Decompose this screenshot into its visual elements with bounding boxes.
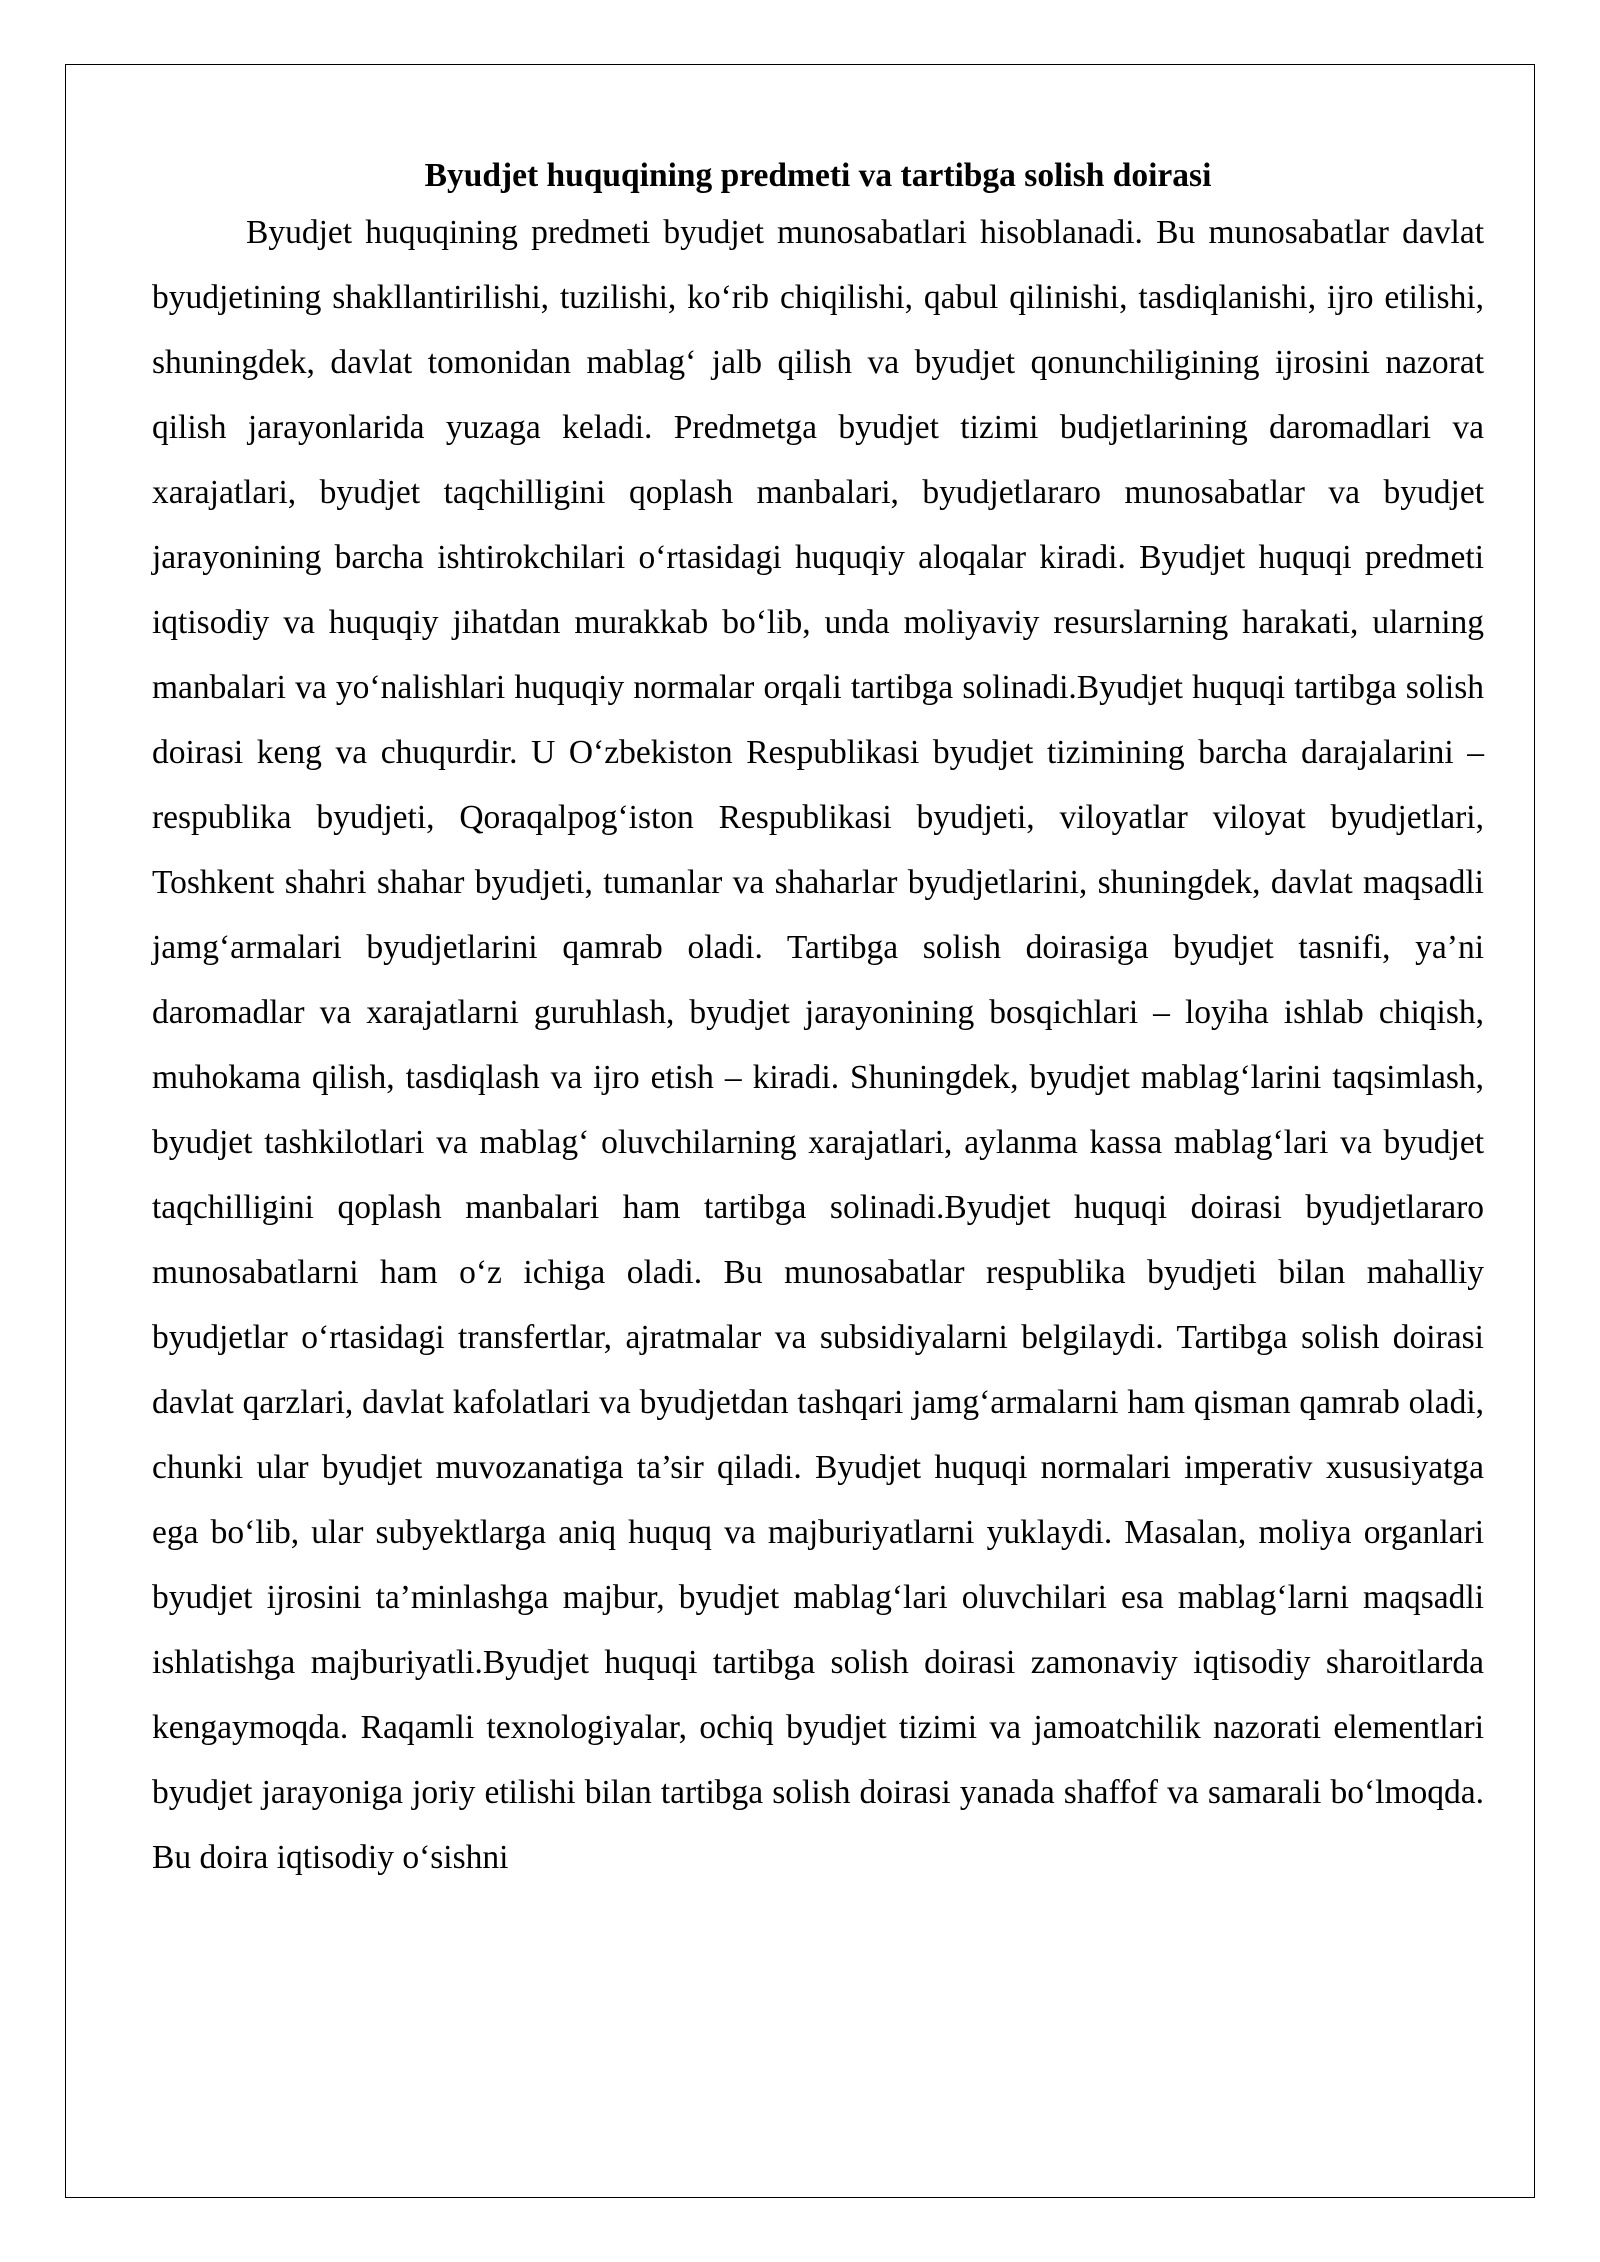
document-body-paragraph: Byudjet huquqining predmeti byudjet munosabatlari hisoblanadi. Bu munosabatlar davlat byudjetining shakllantirilishi, tuzilishi, ko‘rib chiqilishi, qabul qilinishi, tasdiqlanishi, ijro etilishi, shuningdek, davlat tomonidan mablag‘ jalb qilish va byudjet qonunchiligining ijrosini nazorat qilish jarayonlarida yuzaga keladi. Predmetga byudjet tizimi budjetlarining daromadlari va xarajatlari, byudjet taqchilligini qoplash manbalari, byudjetlararo munosabatlar va byudjet jarayonining barcha ishtirokchilari o‘rtasidagi huquqiy aloqalar kiradi. Byudjet huquqi predmeti iqtisodiy va huquqiy jihatdan murakkab bo‘lib, unda moliyaviy resurslarning harakati, ularning manbalari va yo‘nalishlari huquqiy normalar orqali tartibga solinadi.Byudjet huquqi tartibga solish doirasi keng va chuqurdir. U O‘zbekiston Respublikasi byudjet tizimining barcha darajalarini – respublika byudjeti, Qoraqalpog‘iston Respublikasi byudjeti, viloyatlar viloyat byudjetlari, Toshkent shahri shahar byudjeti, tumanlar va shaharlar byudjetlarini, shuningdek, davlat maqsadli jamg‘armalari byudjetlarini qamrab oladi. Tartibga solish doirasiga byudjet tasnifi, ya’ni daromadlar va xarajatlarni guruhlash, byudjet jarayonining bosqichlari – loyiha ishlab chiqish, muhokama qilish, tasdiqlash va ijro etish – kiradi. Shuningdek, byudjet mablag‘larini taqsimlash, byudjet tashkilotlari va mablag‘ oluvchilarning xarajatlari, aylanma kassa mablag‘lari va byudjet taqchilligini qoplash manbalari ham tartibga solinadi.Byudjet huquqi doirasi byudjetlararo munosabatlarni ham o‘z ichiga oladi. Bu munosabatlar respublika byudjeti bilan mahalliy byudjetlar o‘rtasidagi transfertlar, ajratmalar va subsidiyalarni belgilaydi. Tartibga solish doirasi davlat qarzlari, davlat kafolatlari va byudjetdan tashqari jamg‘armalarni ham qisman qamrab oladi, chunki ular byudjet muvozanatiga ta’sir qiladi. Byudjet huquqi normalari imperativ xususiyatga ega bo‘lib, ular subyektlarga aniq huquq va majburiyatlarni yuklaydi. Masalan, moliya organlari byudjet ijrosini ta’minlashga majbur, byudjet mablag‘lari oluvchilari esa mablag‘larni maqsadli ishlatishga majburiyatli.Byudjet huquqi tartibga solish doirasi zamonaviy iqtisodiy sharoitlarda kengaymoqda. Raqamli texnologiyalar, ochiq byudjet tizimi va jamoatchilik nazorati elementlari byudjet jarayoniga joriy etilishi bilan tartibga solish doirasi yanada shaffof va samarali bo‘lmoqda. Bu doira iqtisodiy o‘sishni: [152, 214, 1484, 1876]
document-content: [152, 151, 1484, 1890]
document-title: Byudjet huquqining predmeti va tartibga solish doirasi: [424, 157, 1212, 194]
